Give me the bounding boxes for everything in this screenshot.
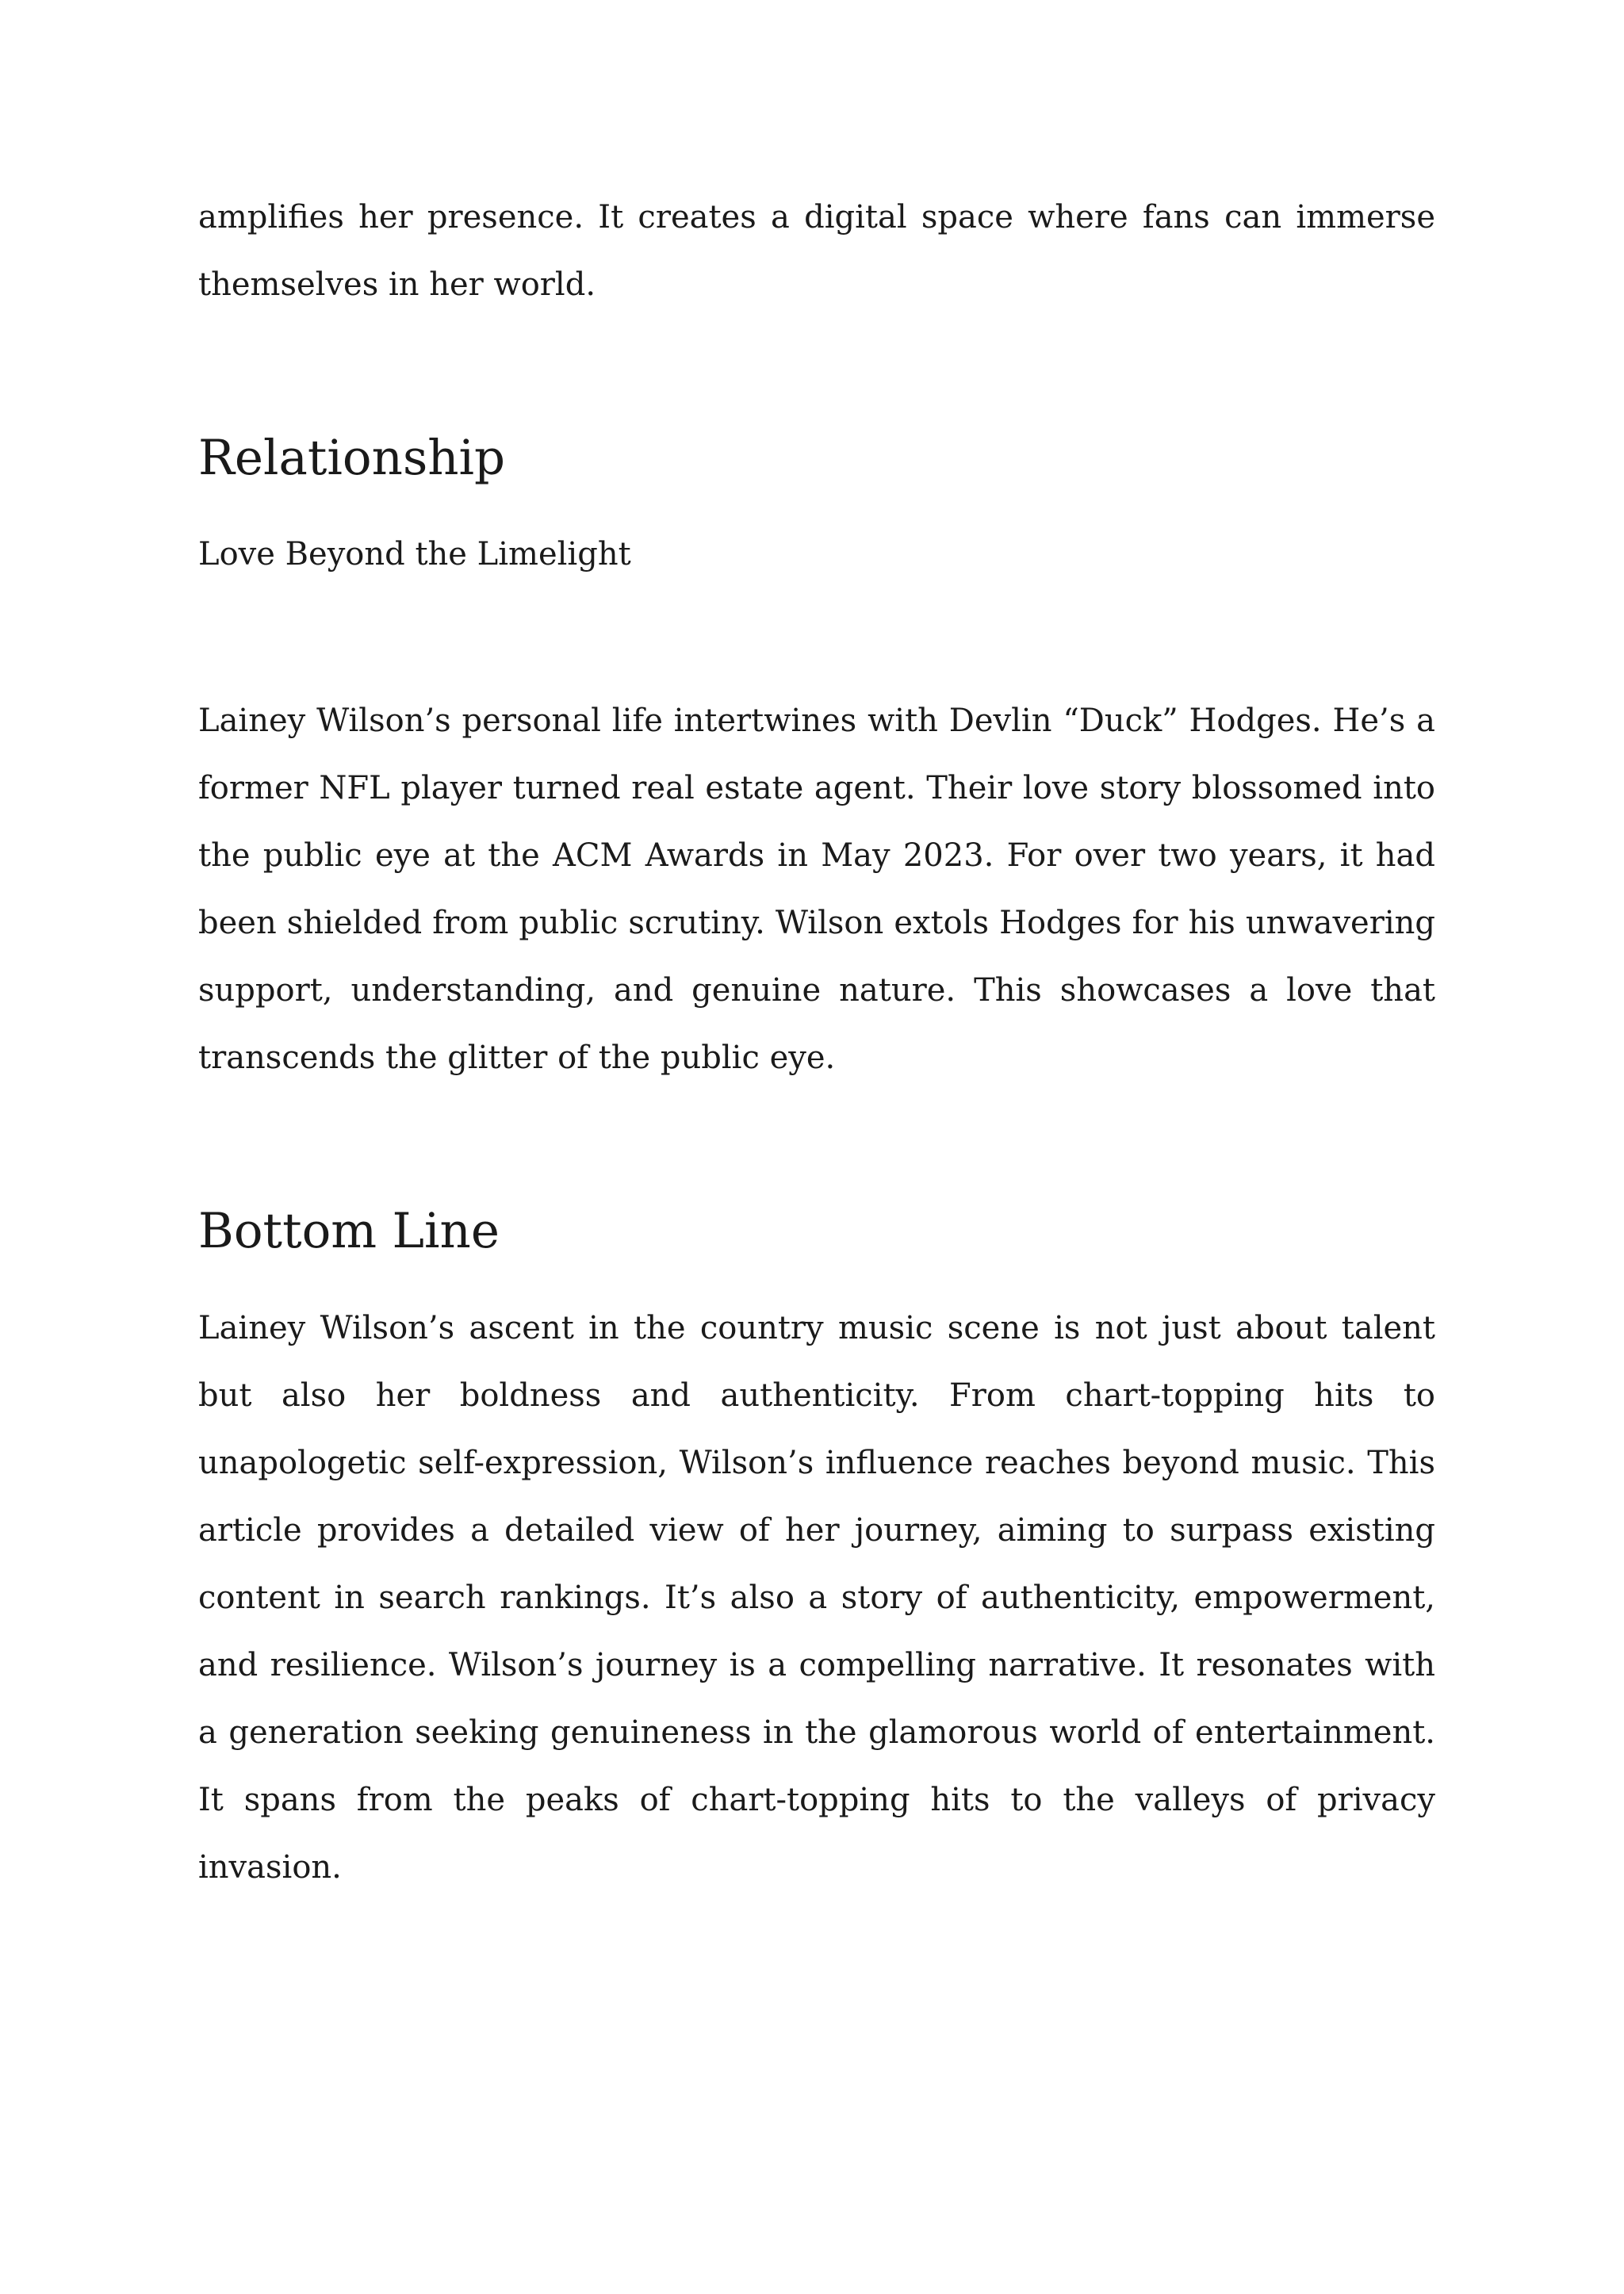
intro-paragraph: amplifies her presence. It creates a digital space where fans can immerse themselves in her world. <box>198 199 1435 303</box>
relationship-subtitle: Love Beyond the Limelight <box>198 536 631 573</box>
bottom-line-paragraph: Lainey Wilson’s ascent in the country music scene is not just about talent but also her boldness and authenticity. From chart-topping hits to unapologetic self-expression, Wilson’s influence reaches beyond music. This article provides a detailed view of her journey, aiming to surpass existing content in search rankings. It’s also a story of authenticity, empowerment, and resilience. Wilson’s journey is a compelling narrative. It resonates with a generation seeking genuineness in the glamorous world of entertainment. It spans from the peaks of chart-topping hits to the valleys of privacy invasion. <box>198 1310 1435 1886</box>
relationship-paragraph: Lainey Wilson’s personal life intertwines with Devlin “Duck” Hodges. He’s a former NFL player turned real estate agent. Their love story blossomed into the public eye at the ACM Awards in May 2023. For over two years, it had been shielded from public scrutiny. Wilson extols Hodges for his unwavering support, understanding, and genuine nature. This showcases a love that transcends the glitter of the public eye. <box>198 703 1435 1076</box>
bottom-line-heading: Bottom Line <box>198 1203 500 1259</box>
relationship-heading: Relationship <box>198 430 506 486</box>
